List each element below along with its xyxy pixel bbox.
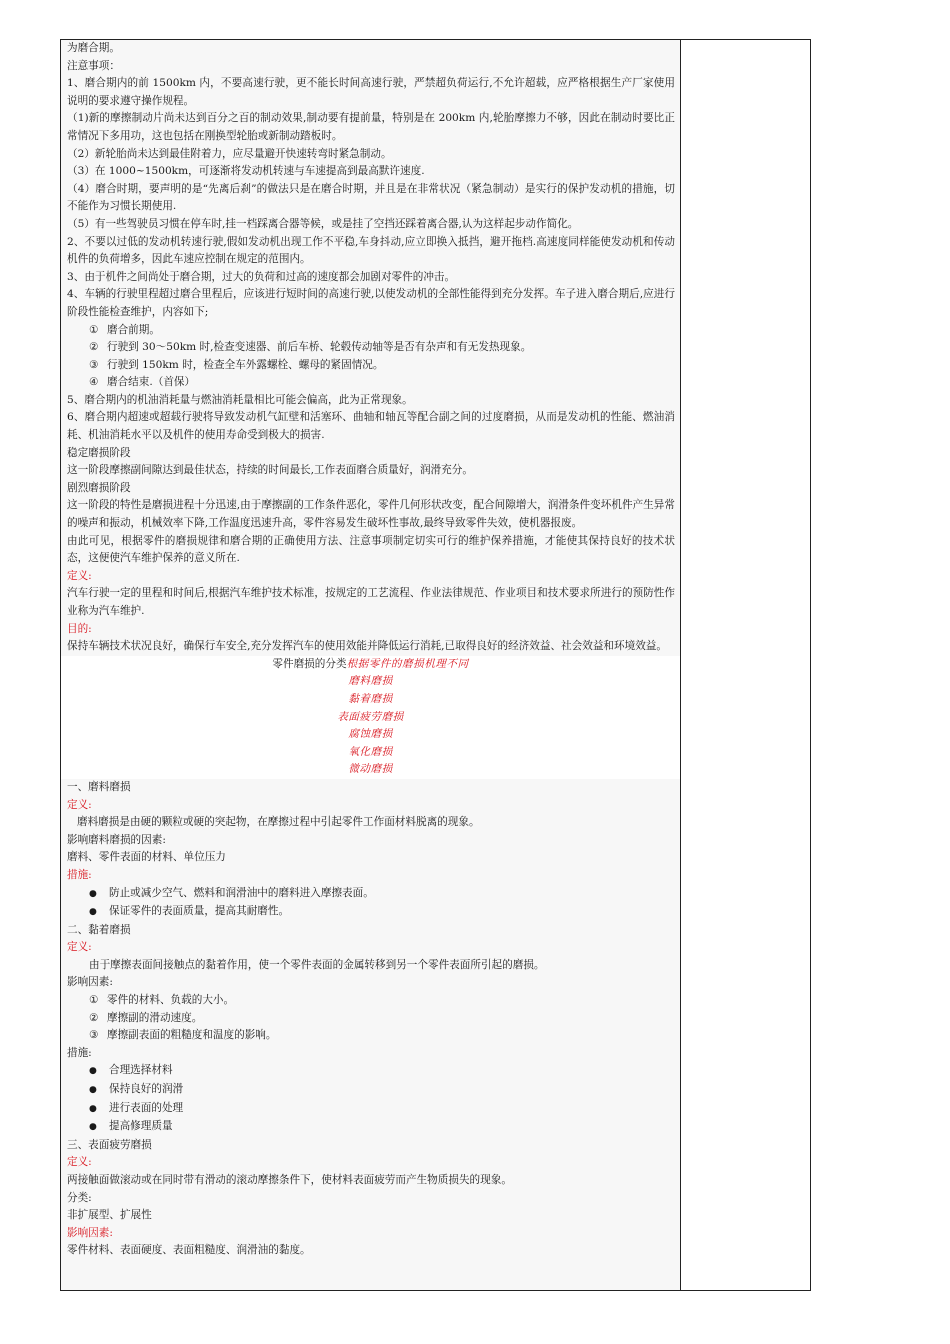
bullet-icon: ● xyxy=(89,907,97,918)
paragraph-line: 3、由于机件之间尚处于磨合期，过大的负荷和过高的速度都会加剧对零件的冲击。 xyxy=(67,270,456,283)
measure-item xyxy=(67,1081,675,1100)
item-text: 行驶到 150km 时，检查全车外露螺栓、螺母的紧固情况。 xyxy=(107,358,384,371)
bullet-icon: ● xyxy=(89,1066,97,1077)
bullet-icon: ● xyxy=(89,1085,97,1096)
measure-item xyxy=(67,1100,675,1119)
wear-type-item: 表面疲劳磨损 xyxy=(337,710,404,723)
factor-text: 磨料、零件表面的材料、单位压力 xyxy=(67,851,226,864)
paragraph-line: 为磨合期。 xyxy=(67,42,120,54)
checklist-item xyxy=(67,374,675,392)
wear-type-item: 黏着磨损 xyxy=(348,692,393,705)
item-text: 零件的材料、负载的大小。 xyxy=(107,994,235,1007)
item-number: ② xyxy=(89,1011,99,1024)
factor-label: 影响因素: xyxy=(67,1226,113,1239)
paragraph-line: 汽车行驶一定的里程和时间后,根据汽车维护技术标准，按规定的工艺流程、作业法律规范、作业项目和技术要求所进行的预防性作业称为汽车维护. xyxy=(67,587,675,617)
definition-label: 定义: xyxy=(67,1156,92,1169)
bullet-text: 进行表面的处理 xyxy=(109,1101,184,1114)
factor-item xyxy=(67,1027,675,1045)
measure-item xyxy=(67,885,675,904)
wear-type-item: 氧化磨损 xyxy=(348,745,393,758)
item-number: ① xyxy=(89,323,99,336)
checklist-item xyxy=(67,339,675,357)
paragraph-line: 2、不要以过低的发动机转速行驶,假如发动机出现工作不平稳,车身抖动,应立即换入抵挡，避开拖档.高速度同样能使发动机和传动机件的负荷增多，因此车速应控制在规定的范围内。 xyxy=(67,235,675,266)
bullet-icon: ● xyxy=(89,1122,97,1133)
item-number: ③ xyxy=(89,1029,99,1042)
paragraph-line: 剧烈磨损阶段 xyxy=(67,481,131,494)
item-text: 摩擦副表面的粗糙度和温度的影响。 xyxy=(107,1029,277,1042)
section-title: 一、磨料磨损 xyxy=(67,780,131,793)
paragraph-line: 这一阶段摩擦副间隙达到最佳状态，持续的时间最长,工作表面磨合质量好，润滑充分。 xyxy=(67,464,473,477)
classification-text: 非扩展型、扩展性 xyxy=(67,1209,152,1222)
item-number: ④ xyxy=(89,376,99,389)
item-number: ① xyxy=(89,994,99,1007)
measure-item xyxy=(67,903,675,922)
classification-basis: 根据零件的磨损机理不同 xyxy=(346,657,469,670)
bullet-text: 保持良好的润滑 xyxy=(109,1083,184,1096)
wear-type-item: 磨料磨损 xyxy=(348,675,393,688)
measure-label: 措施: xyxy=(67,868,92,881)
paragraph-line: （3）在 1000~1500km，可逐渐将发动机转速与车速提高到最高默许速度. xyxy=(67,165,425,178)
bullet-text: 提高修理质量 xyxy=(109,1120,173,1133)
definition-text: 两接触面做滚动或在同时带有滑动的滚动摩擦条件下，使材料表面疲劳而产生物质损失的现象。 xyxy=(67,1174,512,1186)
item-text: 磨合前期。 xyxy=(107,323,160,336)
definition-label: 定义: xyxy=(67,941,92,954)
checklist-item xyxy=(67,357,675,375)
paragraph-line: 1、磨合期内的前 1500km 内，不要高速行驶，更不能长时间高速行驶，严禁超负荷运行,不允许超载，应严格根据生产厂家使用说明的要求遵守操作规程。 xyxy=(67,77,675,107)
paragraph-line: （4）磨合时期，要声明的是“先离后刹”的做法只是在磨合时期，并且是在非常状况（紧急制动）是实行的保护发动机的措施，切不能作为习惯长期使用. xyxy=(67,182,675,213)
bullet-text: 合理选择材料 xyxy=(109,1064,173,1077)
checklist-item xyxy=(67,322,675,340)
paragraph-line: （1)新的摩擦制动片尚未达到百分之百的制动效果,制动要有提前量，特别是在 200km 内,轮胎摩擦力不够，因此在制动时要比正常情况下多用功，这也包括在刚换型轮胎或新制动踏板时。 xyxy=(67,112,675,142)
measure-item xyxy=(67,1062,675,1081)
bullet-icon: ● xyxy=(89,1103,97,1114)
notes-cell xyxy=(681,40,810,1290)
bullet-text: 防止或减少空气、燃料和润滑油中的磨料进入摩擦表面。 xyxy=(109,886,374,899)
item-text: 磨合结束.（首保） xyxy=(107,376,196,389)
item-text: 行驶到 30～50km 时,检查变速器、前后车桥、轮毂传动轴等是否有杂声和有无发热现象。 xyxy=(107,341,532,354)
content-cell xyxy=(61,40,681,1290)
section-title: 二、黏着磨损 xyxy=(67,923,131,936)
paragraph-line: 由此可见，根据零件的磨损规律和磨合期的正确使用方法、注意事项制定切实可行的维护保养措施，才能使其保持良好的技术状态，这便使汽车维护保养的意义所在. xyxy=(67,534,675,565)
definition-text: 磨料磨损是由硬的颗粒或硬的突起物，在摩擦过程中引起零件工作面材料脱离的现象。 xyxy=(77,816,480,829)
item-text: 摩擦副的滑动速度。 xyxy=(107,1011,203,1024)
factor-label: 影响因素: xyxy=(67,976,113,989)
measure-label: 措施: xyxy=(67,1046,92,1059)
bullet-icon: ● xyxy=(89,888,97,899)
section-label: 定义: xyxy=(67,569,92,582)
paragraph-line: 注意事项： xyxy=(67,59,120,72)
bullet-text: 保证零件的表面质量，提高其耐磨性。 xyxy=(109,905,290,918)
factor-item xyxy=(67,1010,675,1028)
document-table xyxy=(60,39,811,1291)
paragraph-line: 4、车辆的行驶里程超过磨合里程后，应该进行短时间的高速行驶,以使发动机的全部性能得到充分发挥。车子进入磨合期后,应进行阶段性能检查维护，内容如下; xyxy=(67,288,675,318)
classification-prefix: 零件磨损的分类 xyxy=(272,657,347,670)
paragraph-line: 5、磨合期内的机油消耗量与燃油消耗量相比可能会偏高，此为正常现象。 xyxy=(67,393,413,406)
paragraph-line: （2）新轮胎尚未达到最佳附着力，应尽量避开快速转弯时紧急制动。 xyxy=(67,147,392,160)
factor-label: 影响磨料磨损的因素: xyxy=(67,833,166,846)
factor-text: 零件材料、表面硬度、表面粗糙度、润滑油的黏度。 xyxy=(67,1244,311,1257)
paragraph-line: 保持车辆技术状况良好，确保行车安全,充分发挥汽车的使用效能并降低运行消耗,已取得良好的经济效益、社会效益和环境效益。 xyxy=(67,640,667,653)
item-number: ③ xyxy=(89,358,99,371)
measure-item xyxy=(67,1118,675,1137)
item-number: ② xyxy=(89,341,99,354)
wear-classification-block xyxy=(61,656,680,779)
definition-text: 由于摩擦表面间接触点的黏着作用，使一个零件表面的金属转移到另一个零件表面所引起的磨损。 xyxy=(89,958,545,971)
classification-label: 分类: xyxy=(67,1191,92,1204)
section-title: 三、表面疲劳磨损 xyxy=(67,1138,152,1151)
definition-label: 定义: xyxy=(67,798,92,811)
wear-type-item: 腐蚀磨损 xyxy=(348,728,393,741)
paragraph-line: 6、磨合期内超速或超载行驶将导致发动机气缸壁和活塞环、曲轴和轴瓦等配合副之间的过度磨损，从而是发动机的性能、燃油消耗、机油消耗水平以及机件的使用寿命受到极大的损害. xyxy=(67,411,675,442)
paragraph-line: （5）有一些驾驶员习惯在停车时,挂一档踩离合器等候，或是挂了空挡还踩着离合器,认为这样起步动作简化。 xyxy=(67,217,579,230)
paragraph-line: 这一阶段的特性是磨损进程十分迅速,由于摩擦副的工作条件恶化，零件几何形状改变，配合间隙增大，润滑条件变坏机件产生异常的噪声和振动，机械效率下降,工作温度迅速升高，零件容易发生破坏性事故,最终导致零件失效，使机器报废。 xyxy=(67,499,675,530)
wear-type-item: 微动磨损 xyxy=(348,763,393,776)
classification-heading xyxy=(61,656,680,674)
paragraph-line: 稳定磨损阶段 xyxy=(67,446,131,459)
factor-item xyxy=(67,992,675,1010)
section-label: 目的: xyxy=(67,622,92,635)
